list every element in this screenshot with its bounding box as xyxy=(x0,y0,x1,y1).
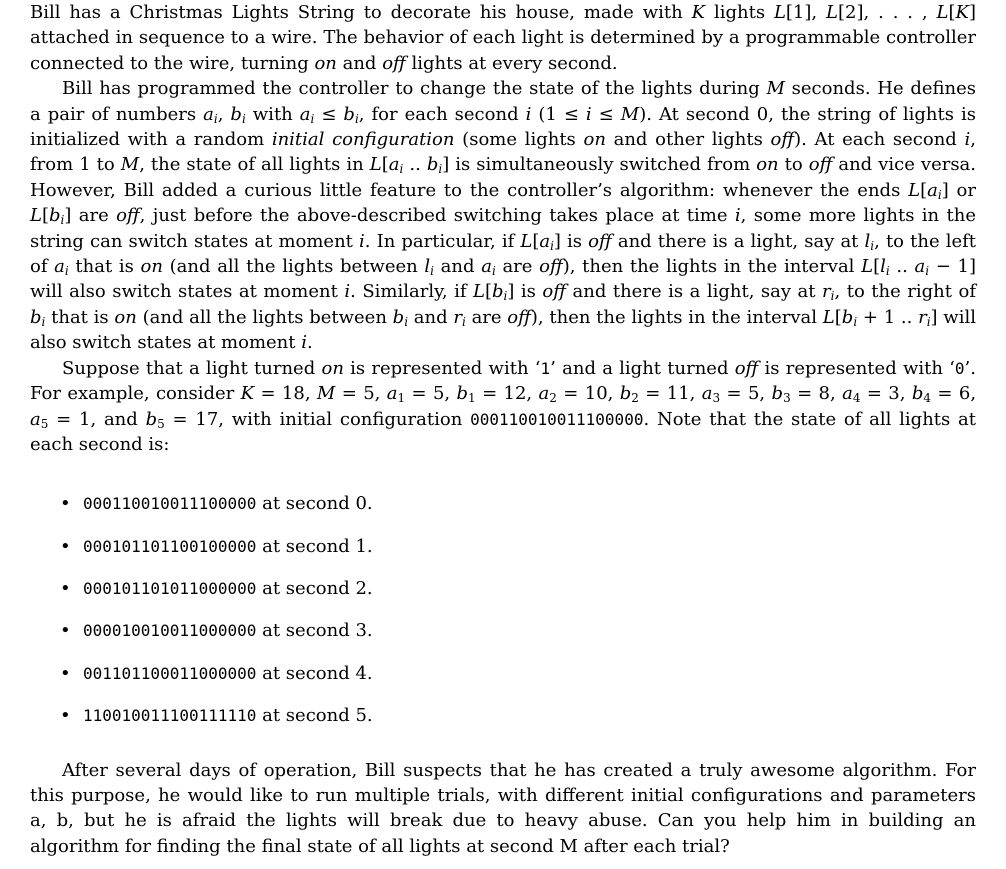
paragraph-example: Suppose that a light turned on is represented with ‘1’ and a light turned off is represented with ‘0’. For example, consider K = 18, M = 5, $a_1 = 5$, $b_1 = 12$, $a_2 = 10$, $b_2 = 11$, $a_3 = 5$, $b_3 = 8$, $a_4 = 3$, $b_4 = 6$, $a_5 = 1$, and $b_5 = 17$, with initial configuration 000110010011100000. Note that the state of all lights at each second is: xyxy=(30,357,977,455)
state-label: at second 3. xyxy=(256,620,373,642)
paragraph-controller: Bill has programmed the controller to change the state of the lights during M seconds. He defines a pair of numbers $a_i$, $b_i$ with $a_i \le b_i$, for each second i (1 ≤ i ≤ M). At second 0, the string of lights is initialized with a random initial configuration (some lights on and other lights off). At each second i, from 1 to M, the state of all lights in $L[a_i$ .. $b_i$] is simultaneously switched from on to off and vice versa. However, Bill added a curious little feature to the controller’s algorithm: whenever the ends $L[a_i]$ or $L[b_i]$ are off, just before the above-described switching takes place at time i, some more lights in the string can switch states at moment i. In particular, if $L[a_i]$ is off and there is a light, say at $l_i$, to the left of $a_i$ that is on (and all the lights between $l_i$ and $a_i$ are off), then the lights in the interval $L[l_i$ .. $a_i - 1$] will also switch states at moment i. Similarly, if $L[b_i]$ is off and there is a light, say at $r_i$, to the right of $b_i$ that is on (and all the lights between $b_i$ and $r_i$ are off), then the lights in the interval $L[b_i + 1$ .. $r_i$] will also switch states at moment i. xyxy=(30,78,977,354)
state-label: at second 0. xyxy=(256,493,373,515)
bullet-icon: • xyxy=(60,662,71,684)
bullet-icon: • xyxy=(60,535,71,557)
state-label: at second 5. xyxy=(256,705,373,727)
problem-statement xyxy=(30,0,976,859)
list-item xyxy=(30,526,976,568)
state-list xyxy=(30,483,976,737)
state-label: at second 1. xyxy=(256,535,373,557)
state-config: 000101101011000000 xyxy=(83,579,257,599)
state-config: 000010010011000000 xyxy=(83,621,257,641)
initial-configuration: 000110010011100000 xyxy=(470,409,644,429)
list-item xyxy=(30,610,976,652)
list-item xyxy=(30,483,976,525)
list-item xyxy=(30,653,976,695)
bullet-icon: • xyxy=(60,493,71,515)
list-item xyxy=(30,568,976,610)
state-config: 110010011100111110 xyxy=(83,706,257,726)
state-config: 001101100011000000 xyxy=(83,663,257,683)
state-label: at second 4. xyxy=(256,662,373,684)
bullet-icon: • xyxy=(60,578,71,600)
state-config: 000101101100100000 xyxy=(83,536,257,556)
bullet-icon: • xyxy=(60,705,71,727)
state-config: 000110010011100000 xyxy=(83,494,257,514)
paragraph-closing: After several days of operation, Bill suspects that he has created a truly awesome algorithm. For this purpose, he would like to run multiple trials, with different initial configurations and parameters a, b, but he is afraid the lights will break due to heavy abuse. Can you help him in building an algorithm for finding the final state of all lights at second M after each trial? xyxy=(30,759,976,857)
bullet-icon: • xyxy=(60,620,71,642)
list-item xyxy=(30,695,976,737)
state-label: at second 2. xyxy=(256,578,373,600)
paragraph-intro: Bill has a Christmas Lights String to decorate his house, made with K lights L[1], L[2], . . . , L[K] attached in sequence to a wire. The behavior of each light is determined by a programmable controller connected to the wire, turning on and off lights at every second. xyxy=(30,2,976,74)
